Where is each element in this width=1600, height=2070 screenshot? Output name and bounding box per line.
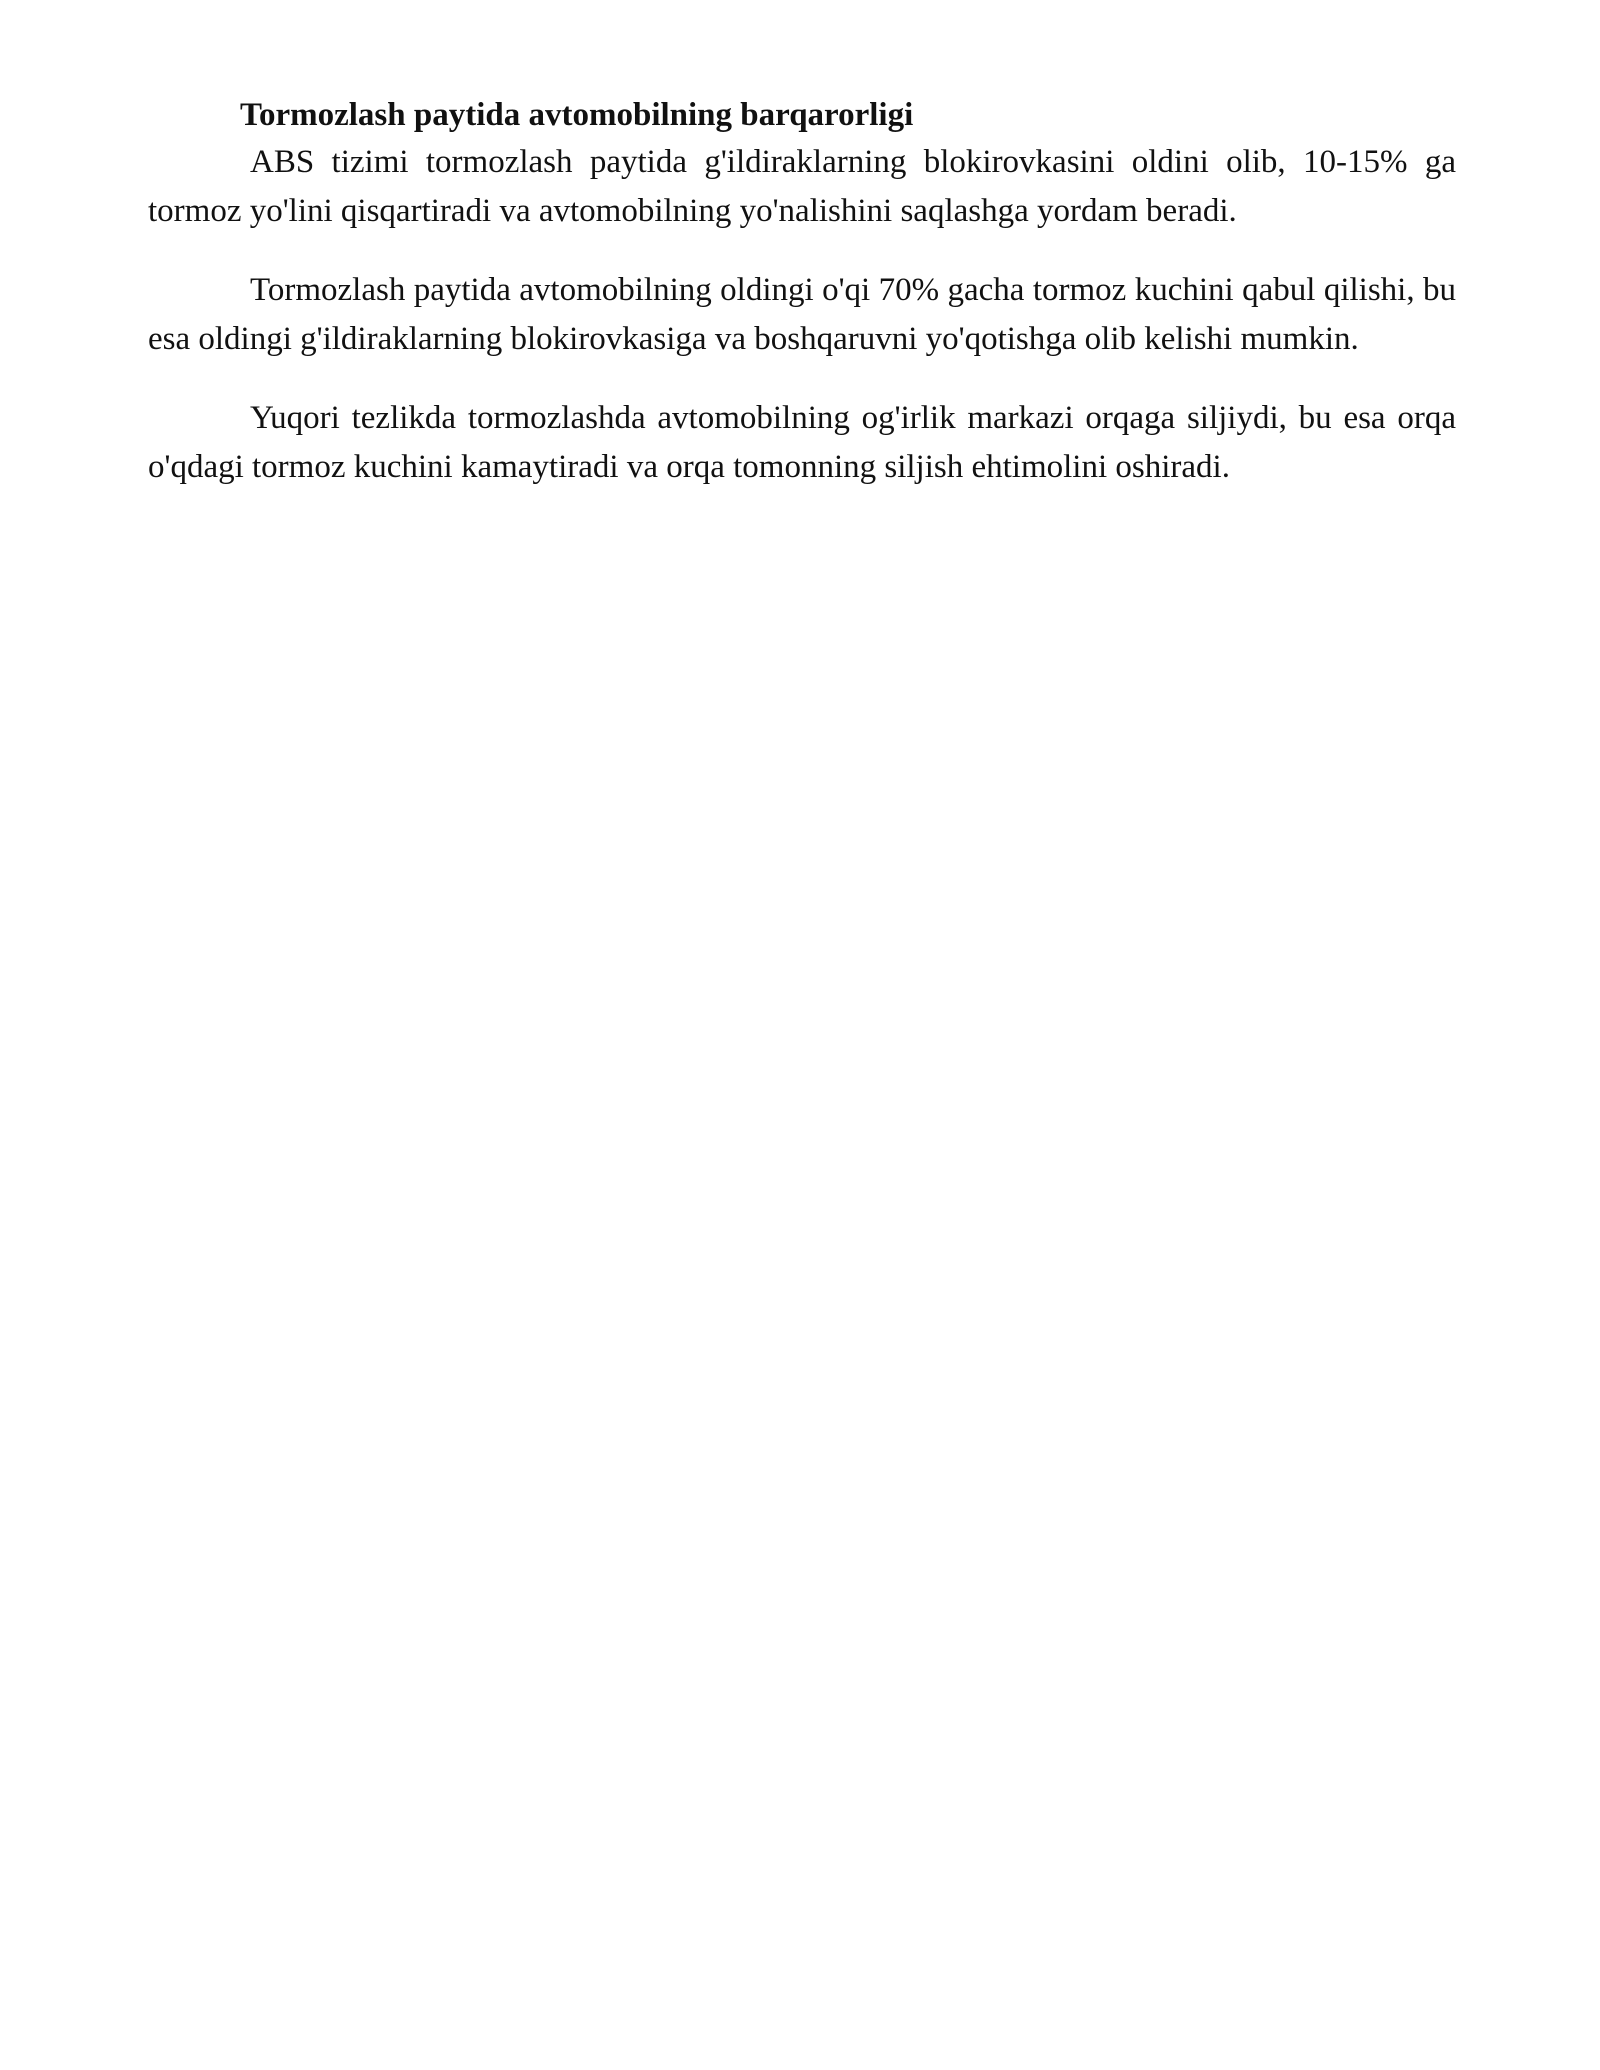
document-title: Tormozlash paytida avtomobilning barqarorligi [240, 97, 914, 133]
paragraph-abs: ABS tizimi tormozlash paytida g'ildiraklarning blokirovkasini oldini olib, 10-15% ga tormoz yo'lini qisqartiradi va avtomobilning yo'nalishini saqlashga yordam beradi. [148, 144, 1456, 229]
document-body [148, 92, 1456, 492]
paragraph-center-of-gravity: Yuqori tezlikda tormozlashda avtomobilning og'irlik markazi orqaga siljiydi, bu esa orqa o'qdagi tormoz kuchini kamaytiradi va orqa tomonning siljish ehtimolini oshiradi. [148, 400, 1456, 485]
paragraph-front-axle: Tormozlash paytida avtomobilning oldingi o'qi 70% gacha tormoz kuchini qabul qilishi, bu esa oldingi g'ildiraklarning blokirovkasiga va boshqaruvni yo'qotishga olib kelishi mumkin. [148, 272, 1456, 357]
